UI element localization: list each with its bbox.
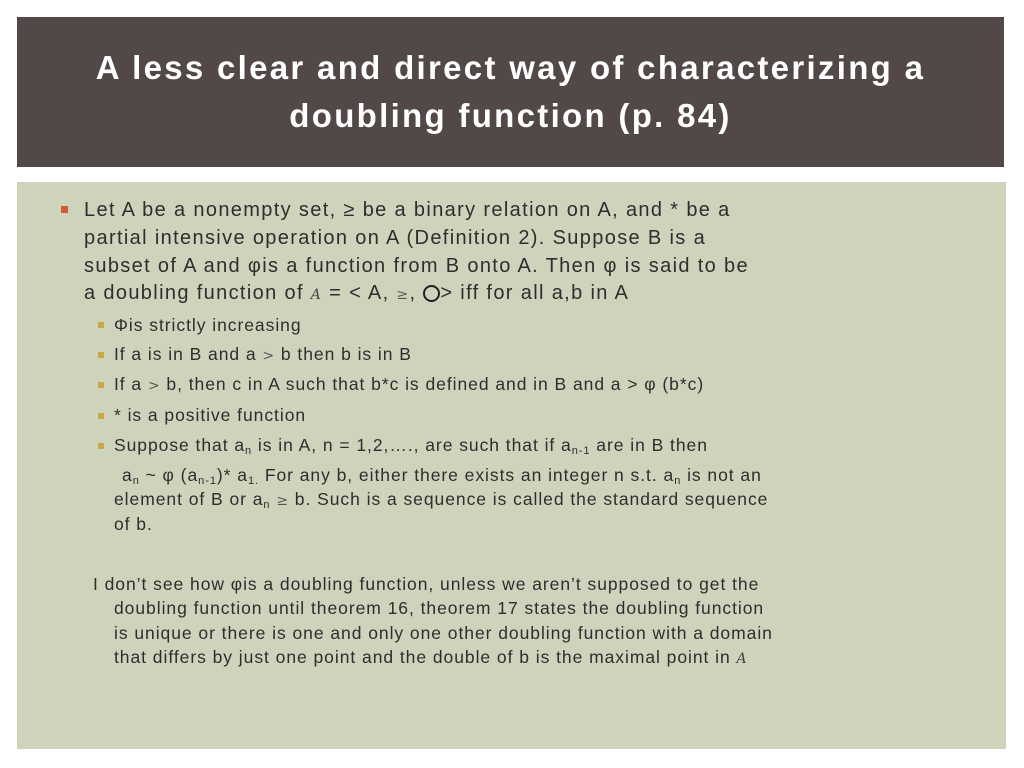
b5-l1-post: are in B then bbox=[590, 435, 708, 455]
b5-l3-post: b. Such is a sequence is called the standard sequence bbox=[289, 489, 769, 509]
note-line-3: is unique or there is one and only one other doubling function with a domain bbox=[114, 623, 773, 643]
main-bullet-line-4 bbox=[84, 282, 629, 305]
title-bar bbox=[17, 17, 1004, 167]
b5-l2-c: )* a bbox=[216, 465, 248, 485]
b5-l2-b: ~ φ (a bbox=[139, 465, 199, 485]
circle-operator-icon bbox=[423, 285, 440, 302]
subscript-1: 1. bbox=[247, 475, 260, 487]
subscript-n: n bbox=[263, 499, 271, 511]
note-line-1: I don’t see how φis a doubling function, unless we aren’t supposed to get the bbox=[93, 574, 760, 594]
note-line-4 bbox=[114, 647, 748, 668]
subscript-n: n bbox=[674, 475, 682, 487]
geq-symbol: ≥ bbox=[396, 287, 410, 303]
sub-bullet-5-line-3 bbox=[114, 489, 768, 510]
b5-l2-e: is not an bbox=[681, 465, 762, 485]
sub-bullet-2 bbox=[114, 344, 412, 365]
sub-bullet-marker bbox=[98, 382, 104, 388]
sub-bullet-2-post: b then b is in B bbox=[275, 344, 412, 364]
sub-bullet-marker bbox=[98, 322, 104, 328]
main-bullet-marker bbox=[61, 206, 68, 213]
geq-symbol: ≥ bbox=[276, 493, 289, 509]
subscript-n-1: n-1 bbox=[198, 475, 217, 487]
sub-bullet-5-line-2 bbox=[122, 465, 762, 486]
main-bullet-line-2: partial intensive operation on A (Definition 2). Suppose B is a bbox=[84, 227, 707, 249]
subscript-n-1: n-1 bbox=[571, 445, 591, 457]
content-panel bbox=[17, 182, 1006, 749]
gt-symbol: > bbox=[262, 348, 276, 364]
sub-bullet-3-post: b, then c in A such that b*c is defined and in B and a > φ (b*c) bbox=[160, 374, 705, 394]
note-line-2: doubling function until theorem 16, theorem 17 states the doubling function bbox=[114, 598, 765, 618]
sub-bullet-1: Φis strictly increasing bbox=[114, 315, 302, 335]
sub-bullet-4: * is a positive function bbox=[114, 405, 307, 425]
b5-l2-a: a bbox=[122, 465, 133, 485]
sub-bullet-2-pre: If a is in B and a bbox=[114, 344, 263, 364]
sub-bullet-3-pre: If a bbox=[114, 374, 148, 394]
line4-pre: a doubling function of bbox=[84, 282, 311, 304]
subscript-n: n bbox=[245, 445, 253, 457]
line4-post: > iff for all a,b in A bbox=[440, 282, 630, 304]
slide-title: A less clear and direct way of characterizing a doubling function (p. 84) bbox=[95, 49, 926, 134]
note-l4-pre: that differs by just one point and the double of b is the maximal point in bbox=[114, 647, 737, 667]
sub-bullet-marker bbox=[98, 352, 104, 358]
line4-mid1: = < A, bbox=[322, 282, 397, 304]
b5-l3-pre: element of B or a bbox=[114, 489, 264, 509]
b5-l2-d: For any b, either there exists an integer n s.t. a bbox=[259, 465, 675, 485]
line4-mid2: , bbox=[409, 282, 424, 304]
main-bullet-line-1: Let A be a nonempty set, ≥ be a binary relation on A, and * be a bbox=[84, 199, 731, 221]
b5-l1-pre: Suppose that a bbox=[114, 435, 246, 455]
gt-symbol: > bbox=[147, 378, 161, 394]
b5-l1-mid: is in A, n = 1,2,…., are such that if a bbox=[252, 435, 572, 455]
sub-bullet-marker bbox=[98, 413, 104, 419]
main-bullet-line-3: subset of A and φis a function from B onto A. Then φ is said to be bbox=[84, 255, 750, 277]
sub-bullet-5-line-1 bbox=[114, 435, 708, 456]
script-a-symbol: A bbox=[736, 651, 748, 667]
script-a-symbol: A bbox=[310, 287, 323, 303]
sub-bullet-3 bbox=[114, 374, 704, 395]
sub-bullet-5-line-4: of b. bbox=[114, 514, 153, 534]
subscript-n: n bbox=[132, 475, 140, 487]
sub-bullet-marker bbox=[98, 443, 104, 449]
